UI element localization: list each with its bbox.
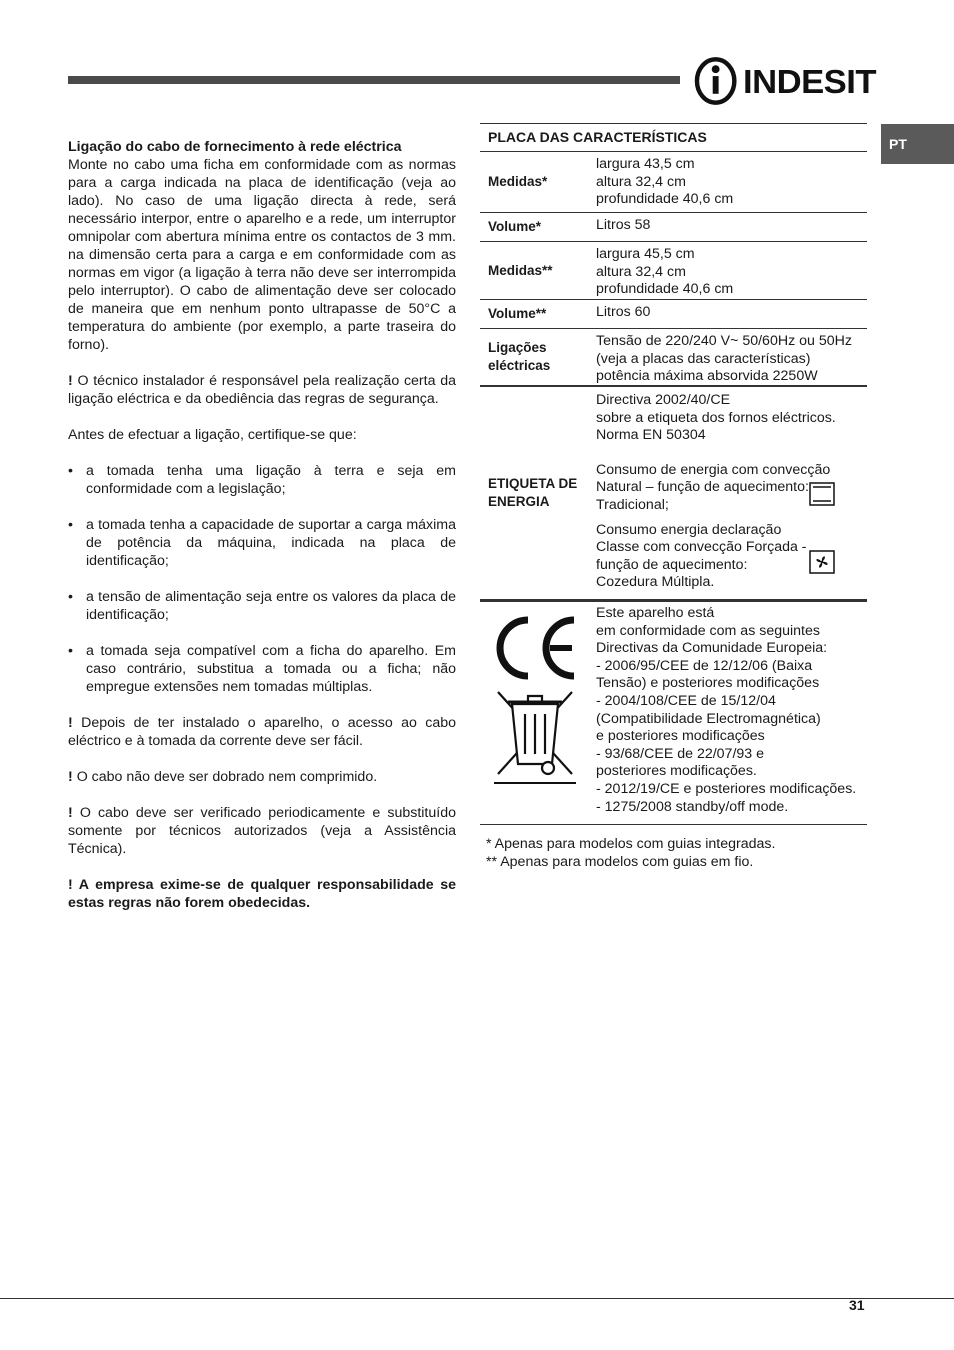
brand-logo [694, 56, 877, 106]
row-label: Medidas** [488, 262, 553, 278]
energy-label-row [480, 387, 867, 600]
paragraph-connection: Monte no cabo uma ficha em conformidade com as normas para a carga indicada na placa de identificação (veja ao lado). No caso de uma ligação directa à rede, será necessário interpor, entre o aparelho e a rede, um interruptor omnipolar com abertura mínima entre os contactos de 3 mm. na dimensão certa para a carga e em conformidade com as normas em vigor (a ligação à terra não deve ser interrompida pelo interruptor). O cabo de alimentação deve ser colocado de maneira que em nenhum ponto ultrapasse de 50°C a temperatura do ambiente (por exemplo, a parte traseira do forno). [68, 157, 456, 353]
row-label: Medidas* [488, 174, 548, 189]
warning-mark: ! [68, 715, 73, 731]
ce-marks [480, 602, 588, 824]
energy-conventional: Consumo de energia com convecção Natural – função de aquecimento: Tradicional; [596, 462, 859, 515]
paragraph-installer: ! O técnico instalador é responsável pela realização certa da ligação eléctrica e da obediência das regras de segurança. [68, 373, 456, 407]
footnote: ** Apenas para modelos com guias em fio. [486, 854, 754, 870]
fan-oven-icon [809, 550, 835, 574]
language-tab: PT [881, 124, 954, 164]
warning-mark: ! [68, 373, 73, 389]
table-row [480, 300, 867, 329]
row-label: Volume* [488, 219, 542, 234]
row-value: Directiva 2002/40/CE sobre a etiqueta dos fornos eléctricos. Norma EN 50304 Consumo de energia com convecção Natural – função de aquecimento: Tradicional; Consumo energia declaração Classe com convecção Forçada - função de aquecimento: Cozedura Múltipla. [588, 387, 867, 599]
brand-logo-icon [694, 56, 737, 106]
table-row [480, 213, 867, 242]
paragraph-before: Antes de efectuar a ligação, certifique-se que: [68, 427, 357, 443]
row-label: Volume** [488, 306, 547, 321]
table-row [480, 242, 867, 300]
table-row [480, 152, 867, 213]
installation-text [68, 138, 456, 930]
warning-mark: ! [68, 805, 73, 821]
list-item: • a tomada seja compatível com a ficha do aparelho. Em caso contrário, substitua a tomada ou a ficha; não empregue extensões nem tomadas múltiplas. [68, 642, 456, 696]
warning-mark: ! [68, 877, 73, 893]
warning-mark: ! [68, 769, 73, 785]
row-value: Tensão de 220/240 V~ 50/60Hz ou 50Hz (veja a placas das características) potência máxima absorvida 2250W [596, 333, 852, 385]
list-item: • a tensão de alimentação seja entre os valores da placa de identificação; [68, 588, 456, 624]
brand-name: INDESIT [743, 62, 877, 100]
paragraph-check: ! O cabo deve ser verificado periodicamente e substituído somente por técnicos autorizados (veja a Assistência Técnica). [68, 805, 456, 857]
conventional-oven-icon [809, 482, 835, 506]
row-label: Ligações eléctricas [488, 340, 551, 373]
paragraph-bend: ! O cabo não deve ser dobrado nem comprimido. [68, 769, 378, 785]
row-value: Litros 60 [596, 304, 651, 320]
paragraph-liability: ! A empresa exime-se de qualquer responsabilidade se estas regras não forem obedecidas. [68, 877, 457, 911]
row-value: largura 45,5 cm altura 32,4 cm profundidade 40,6 cm [596, 246, 734, 298]
ce-conformity-row [480, 602, 867, 825]
spec-table [480, 123, 867, 825]
row-value: Litros 58 [596, 217, 651, 233]
page-number: 31 [849, 1297, 865, 1313]
header-rule [68, 76, 680, 84]
list-item: • a tomada tenha a capacidade de suportar a carga máxima de potência da máquina, indicada na placa de identificação; [68, 516, 456, 570]
weee-bin-icon [498, 692, 572, 774]
ce-mark-icon [492, 614, 576, 784]
spec-table-title: PLACA DAS CARACTERÍSTICAS [480, 124, 867, 152]
paragraph-access: ! Depois de ter instalado o aparelho, o acesso ao cabo eléctrico e à tomada da corrente deve ser fácil. [68, 715, 456, 749]
footnote: * Apenas para modelos com guias integradas. [486, 836, 776, 852]
energy-forced: Consumo energia declaração Classe com convecção Forçada - função de aquecimento: Cozedura Múltipla. [596, 522, 859, 592]
list-item: • a tomada tenha uma ligação à terra e seja em conformidade com a legislação; [68, 462, 456, 498]
checklist [68, 462, 456, 696]
table-row [480, 329, 867, 387]
footer-rule [0, 1298, 954, 1299]
footnotes [486, 835, 775, 871]
row-value: largura 43,5 cm altura 32,4 cm profundidade 40,6 cm [596, 156, 734, 208]
ce-directives: Este aparelho está em conformidade com as seguintes Directivas da Comunidade Europeia: - 2006/95/CEE de 12/12/06 (Baixa Tensão) e posteriores modificações - 2004/108/CEE de 15/12/04 (Compatibilidade Electromagnética) e posteriores modificações - 93/68/CEE de 22/07/93 e posteriores modificações. - 2012/19/CE e posteriores modificações. - 1275/2008 standby/off mode. [596, 605, 857, 815]
row-label: ETIQUETA DE ENERGIA [488, 476, 578, 509]
section-title: Ligação do cabo de fornecimento à rede eléctrica [68, 139, 402, 155]
